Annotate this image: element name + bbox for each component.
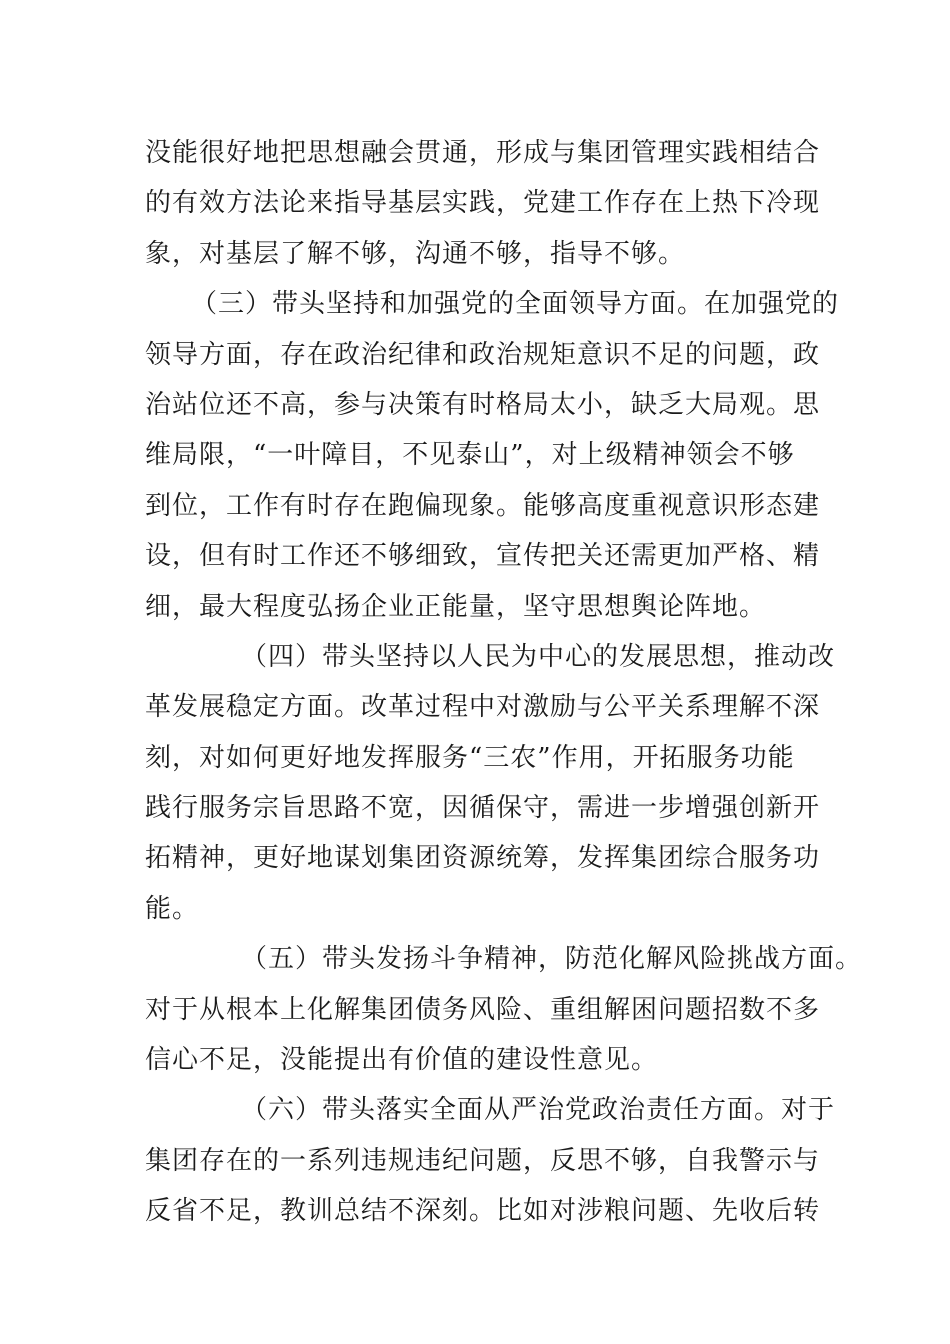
text-line-section-5-heading: （五）带头发扬斗争精神，防范化解风险挑战方面。 <box>241 944 863 975</box>
text-line: 象，对基层了解不够，沟通不够，指导不够。 <box>145 238 686 269</box>
text-line: 践行服务宗旨思路不宽，因循保守，需进一步增强创新开 <box>145 793 821 824</box>
text-line: 集团存在的一系列违规违纪问题，反思不够，自我警示与 <box>145 1145 821 1176</box>
text-line: 领导方面，存在政治纪律和政治规矩意识不足的问题，政 <box>145 339 821 370</box>
text-line-section-6-heading: （六）带头落实全面从严治党政治责任方面。对于 <box>241 1095 836 1126</box>
text-line: 维局限，“一叶障目，不见泰山”，对上级精神领会不够 <box>145 440 795 471</box>
text-line: 能。 <box>145 893 200 924</box>
text-line-section-3-heading: （三）带头坚持和加强党的全面领导方面。在加强党的 <box>191 289 840 320</box>
text-line: 的有效方法论来指导基层实践，党建工作存在上热下冷现 <box>145 188 821 219</box>
text-line: 反省不足，教训总结不深刻。比如对涉粮问题、先收后转 <box>145 1196 821 1227</box>
text-line: 信心不足，没能提出有价值的建设性意见。 <box>145 1045 659 1076</box>
text-line: 革发展稳定方面。改革过程中对激励与公平关系理解不深 <box>145 692 821 723</box>
text-line: 刻，对如何更好地发挥服务“三农”作用，开拓服务功能 <box>145 742 795 773</box>
text-line: 对于从根本上化解集团债务风险、重组解困问题招数不多 <box>145 994 821 1025</box>
document-body <box>145 128 863 1237</box>
text-line: 设，但有时工作还不够细致，宣传把关还需更加严格、精 <box>145 541 821 572</box>
text-line: 没能很好地把思想融会贯通，形成与集团管理实践相结合 <box>145 138 821 168</box>
text-line: 细，最大程度弘扬企业正能量，坚守思想舆论阵地。 <box>145 591 767 622</box>
text-line: 治站位还不高，参与决策有时格局太小，缺乏大局观。思 <box>145 389 821 420</box>
text-line: 拓精神，更好地谋划集团资源统筹，发挥集团综合服务功 <box>145 843 821 874</box>
text-line: 到位，工作有时存在跑偏现象。能够高度重视意识形态建 <box>145 490 821 521</box>
text-line-section-4-heading: （四）带头坚持以人民为中心的发展思想，推动改 <box>241 641 836 672</box>
